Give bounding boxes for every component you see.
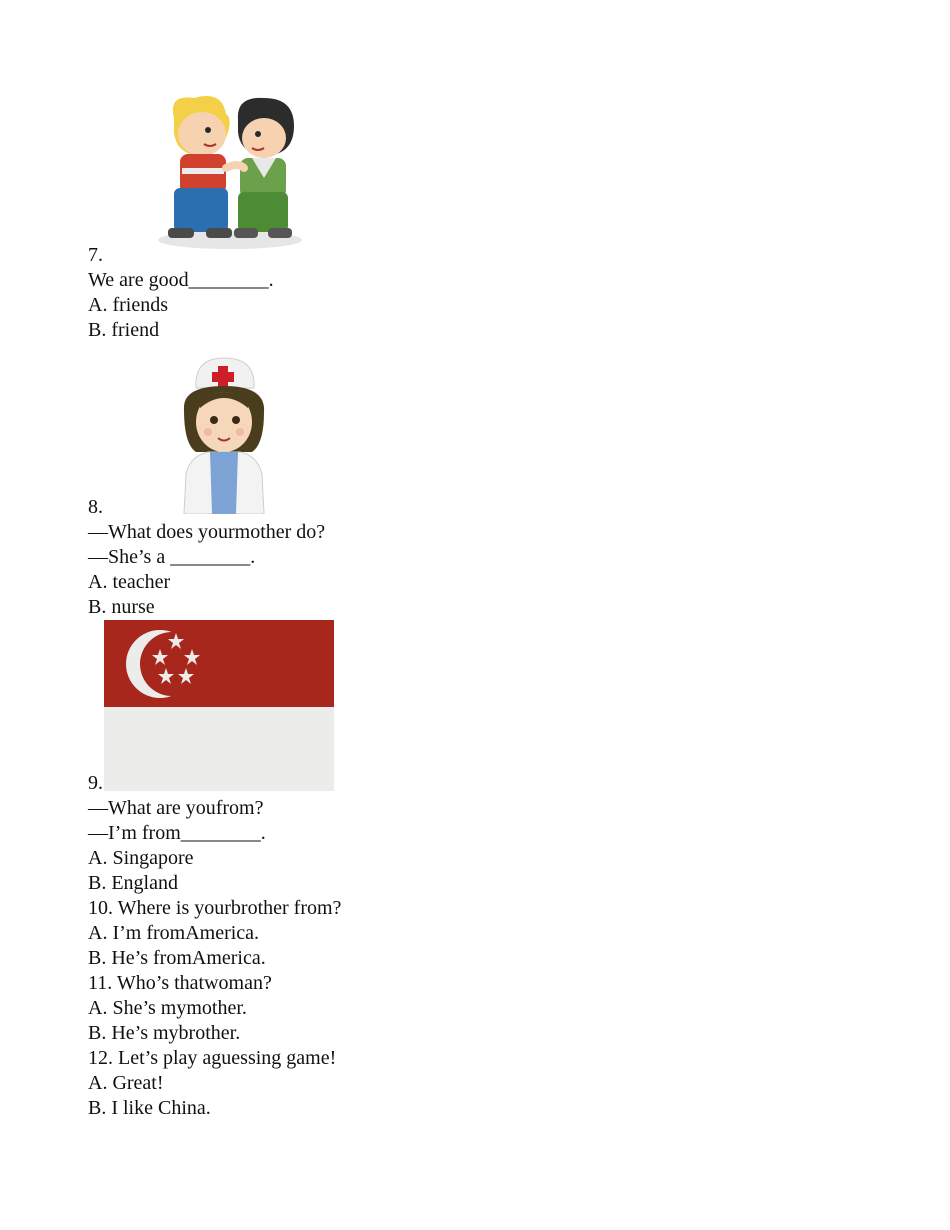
- question-11-option-b: B. He’s mybrother.: [88, 1022, 241, 1044]
- question-9-option-a: A. Singapore: [88, 847, 194, 869]
- question-12-option-a: A. Great!: [88, 1072, 164, 1094]
- question-8-number: 8.: [88, 496, 103, 518]
- singapore-flag-image: [104, 620, 334, 791]
- question-8-blank-line: —She’s a ________.: [88, 546, 256, 568]
- question-8-text: —What does yourmother do?: [88, 521, 326, 543]
- question-10-option-b: B. He’s fromAmerica.: [88, 947, 266, 969]
- question-8-option-b: B. nurse: [88, 596, 155, 618]
- question-11-option-a: A. She’s mymother.: [88, 997, 247, 1019]
- question-10-option-a: A. I’m fromAmerica.: [88, 922, 260, 944]
- question-7-option-a: A. friends: [88, 294, 168, 316]
- question-9-blank-line: —I’m from________.: [88, 822, 266, 844]
- question-11-text: 11. Who’s thatwoman?: [88, 972, 272, 994]
- question-7-option-b: B. friend: [88, 319, 160, 341]
- question-12-option-b: B. I like China.: [88, 1097, 211, 1119]
- nurse-image: [178, 352, 268, 514]
- question-7-number: 7.: [88, 244, 103, 266]
- question-8-option-a: A. teacher: [88, 571, 171, 593]
- question-10-text: 10. Where is yourbrother from?: [88, 897, 342, 919]
- question-7-text: We are good________.: [88, 269, 274, 291]
- question-9-text: —What are youfrom?: [88, 797, 264, 819]
- question-12-text: 12. Let’s play aguessing game!: [88, 1047, 337, 1069]
- two-boys-friends-image: [152, 88, 308, 250]
- question-9-number: 9.: [88, 772, 103, 794]
- question-9-option-b: B. England: [88, 872, 178, 894]
